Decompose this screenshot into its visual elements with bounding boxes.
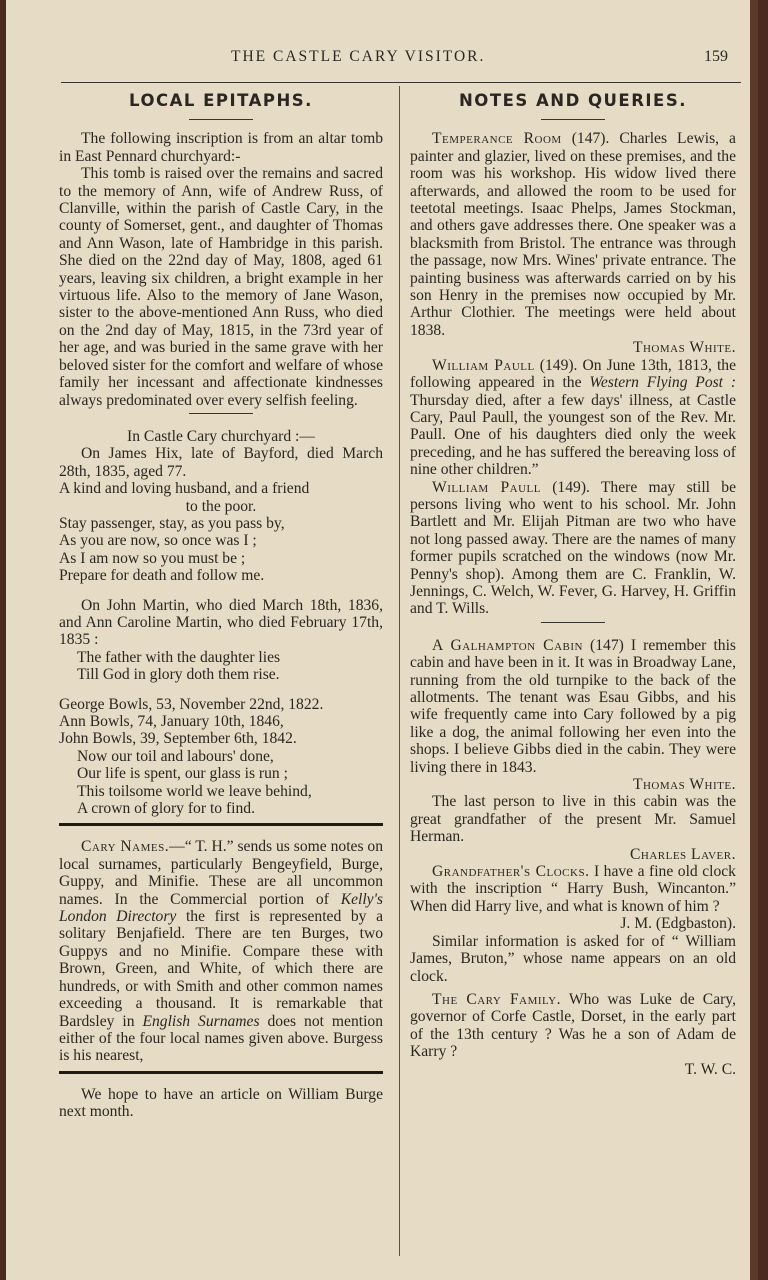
western-flying-post-title: Western Flying Post : <box>589 374 737 392</box>
verse-line: This toilsome world we leave behind, <box>77 782 312 800</box>
left-column <box>59 92 383 1121</box>
william-paull-note: William Paull (149). On June 13th, 1813, the following appeared in the Western Flying Post : Thursday died, after a few days' illness, at Castle Cary, Paul Paull, the youngest son of the Rev. Mr. Paull. One of his daughters died only the week preceding, and he has suffered the bereaving loss of nine other children.” <box>410 356 737 479</box>
verse-line: Our life is spent, our glass is run ; <box>77 765 288 783</box>
english-surnames-title: English Surnames <box>142 1012 260 1030</box>
signature: T. W. C. <box>684 1060 736 1078</box>
signature: Charles Laver. <box>629 845 736 863</box>
bowls-line: Ann Bowls, 74, January 10th, 1846, <box>59 713 284 730</box>
verse-line: As you are now, so once was I ; <box>59 532 257 550</box>
heading-rule <box>541 119 605 120</box>
william-paull-title: William Paull <box>432 356 535 374</box>
herman-note: The last person to live in this cabin was the great grandfather of the present Mr. Samuel Herman. <box>410 793 736 846</box>
page-header <box>6 48 758 72</box>
closing-note: We hope to have an article on William Burge next month. <box>59 1085 383 1121</box>
bowls-line: George Bowls, 53, November 22nd, 1822. <box>59 695 324 713</box>
section-rule <box>189 413 253 414</box>
right-column <box>410 92 736 1078</box>
bowls-line: John Bowls, 39, September 6th, 1842. <box>59 730 297 748</box>
grandfathers-clocks-title: Grandfather's Clocks. <box>432 863 590 881</box>
page <box>6 0 758 1280</box>
signature: J. M. (Edgbaston). <box>620 915 736 933</box>
local-epitaphs-heading: LOCAL EPITAPHS. <box>129 91 313 110</box>
temperance-room-note: Temperance Room (147). Charles Lewis, a painter and glazier, lived on these premises, and the room was his workshop. His widow lived there afterwards, and allowed the room to be used for teetotal meetings. Isaac Phelps, James Stockman, and others gave addresses there. One speaker was a blacksmith from Bristol. The entrance was through the passage, now Mrs. Wines' private entrance. The painting business was afterwards carried on by his son Henry in the premises now occupied by Mr. Arthur Clothier. The meetings were held about 1838. <box>410 130 736 339</box>
signature: Thomas White. <box>632 339 736 357</box>
temperance-room-title: Temperance Room <box>432 130 562 148</box>
page-edge <box>750 0 758 1280</box>
verse-line: Stay passenger, stay, as you pass by, <box>59 514 285 532</box>
cary-family-note: The Cary Family. Who was Luke de Cary, governor of Corfe Castle, Dorset, in the early part of the 13th century ? Was he a son of Adam de Karry ? <box>410 990 736 1061</box>
verse-line: As I am now so you must be ; <box>59 549 246 567</box>
william-james-query: Similar information is asked for of “ William James, Bruton,” whose name appears on an old clock. <box>410 932 736 985</box>
verse-line: Now our toil and labours' done, <box>77 747 274 765</box>
russ-tomb-inscription: This tomb is raised over the remains and sacred to the memory of Ann, wife of Andrew Russ, of Clanville, within the parish of Castle Cary, in the county of Somerset, gent., and daughter of Thomas and Ann Wason, late of Hambridge in this parish. She died on the 22nd day of May, 1808, aged 61 years, leaving six children, a bright example in her virtuous life. Also to the memory of Jane Wason, sister to the above-mentioned Ann Russ, who died on the 2nd day of May, 1815, in the 73rd year of her age, and was buried in the same grave with her beloved sister for the comfort and welfare of whose family her incessant and affectionate kindnesses always predominated over every selfish feeling. <box>59 165 383 409</box>
cary-names-article: Cary Names.—“ T. H.” sends us some notes on local surnames, particularly Bengeyfield, Burge, Guppy, and Minifie. These are all uncommon names. In the Commercial portion of Kelly's London Directory the first is represented by a solitary Benjafield. There are ten Burges, two Guppys and no Minifie. Compare these with Brown, Green, and White, of which there are hundreds, or with Smith and other common names exceeding a thousand. It is remarkable that Bardsley in English Surnames does not mention either of the four local names given above. Burgess is his nearest, <box>59 838 384 1065</box>
kellys-directory-title: Kelly's London Directory <box>59 890 383 926</box>
epitaph-intro: The following inscription is from an altar tomb in East Pennard churchyard:- <box>59 130 383 165</box>
column-divider <box>399 86 400 1256</box>
journal-title: THE CASTLE CARY VISITOR. <box>231 48 486 65</box>
heading-rule <box>189 119 253 120</box>
grandfathers-clocks-note: Grandfather's Clocks. I have a fine old clock with the inscription “ Harry Bush, Wincanton.” When did Harry live, and what is known of him ? <box>410 863 736 915</box>
cary-names-title: Cary Names. <box>81 838 170 856</box>
verse-line: A kind and loving husband, and a friend <box>59 480 310 498</box>
galhampton-cabin-note: A Galhampton Cabin (147) I remember this cabin and have been in it. It was in Broadway Lane, running from the old turnpike to the back of the allotments. The tenant was Esau Gibbs, and his wife frequently came into Cary followed by a pig like a dog, the animal following her even into the shops. I believe Gibbs died in the cabin. They were living there in 1843. <box>410 636 736 776</box>
section-rule <box>541 622 605 623</box>
verse-line: The father with the daughter lies <box>77 648 281 666</box>
verse-line: Prepare for death and follow me. <box>59 567 265 585</box>
signature: Thomas White. <box>632 776 736 794</box>
hix-epitaph: On James Hix, late of Bayford, died March 28th, 1835, aged 77. <box>59 445 383 480</box>
martin-epitaph: On John Martin, who died March 18th, 1836, and Ann Caroline Martin, who died February 17th, 1835 : <box>59 596 383 649</box>
william-paull-title: William Paull <box>432 478 541 496</box>
william-paull-school-note: William Paull (149). There may still be persons living who went to his school. Mr. John Bartlett and Mr. Elijah Pitman are two who have not long passed away. There are the names of many former pupils scratched on the windows (now Mr. Penny's shop). Among them are C. Franklin, W. Jennings, C. Welch, W. Fever, G. Harvey, H. Griffin and T. Wills. <box>410 478 736 618</box>
notes-queries-heading: NOTES AND QUERIES. <box>459 91 687 110</box>
header-rule <box>61 82 741 83</box>
verse-line: to the poor. <box>185 497 257 515</box>
cary-family-title: The Cary Family. <box>432 990 562 1008</box>
hix-intro: In Castle Cary churchyard :— <box>127 427 315 445</box>
page-number: 159 <box>704 48 728 65</box>
verse-line: A crown of glory for to find. <box>77 800 255 818</box>
verse-line: Till God in glory doth them rise. <box>77 666 280 684</box>
heavy-rule <box>59 823 383 826</box>
heavy-rule <box>59 1071 383 1074</box>
galhampton-cabin-title: A Galhampton Cabin <box>432 636 583 654</box>
